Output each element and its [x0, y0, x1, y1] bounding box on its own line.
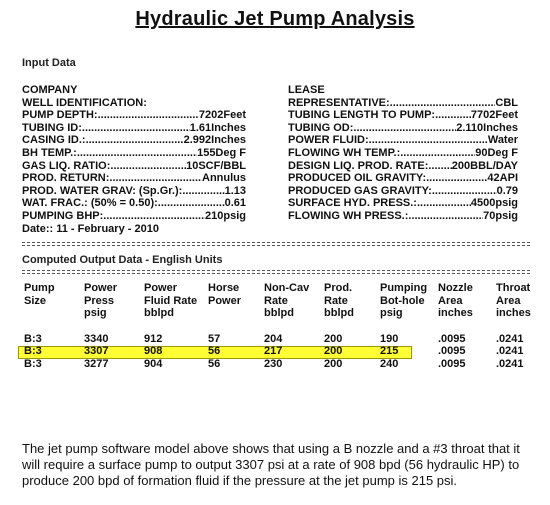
- input-row: TUBING OD: ..... 2.110Inches: [288, 122, 518, 135]
- table-row-highlighted: B:3 3307 908 56 217 200 215 .0095 .0241: [24, 345, 524, 357]
- output-table: [20, 282, 542, 370]
- column-header: Power Press psig: [84, 282, 118, 319]
- column-header: Power Fluid Rate bblpd: [144, 282, 198, 319]
- input-row: TUBING ID: ..... 1.61Inches: [22, 122, 246, 135]
- table-row: B:3 3277 904 56 230 200 240 .0095 .0241: [24, 357, 524, 370]
- input-row: PROD. WATER GRAV: (Sp.Gr.): ..... 1.13: [22, 185, 246, 198]
- input-row: DESIGN LIQ. PROD. RATE: ..... 200BBL/DAY: [288, 160, 518, 173]
- column-header: Pump Size: [24, 282, 55, 307]
- column-header: Pumping Bot-hole psig: [380, 282, 428, 319]
- input-row: FLOWING WH TEMP.: ..... 90Deg F: [288, 147, 518, 160]
- input-data-heading: Input Data: [22, 57, 76, 69]
- input-row: PRODUCED GAS GRAVITY: ..... 0.79: [288, 185, 518, 198]
- column-header: Non-Cav Rate bblpd: [264, 282, 310, 319]
- input-row: BH TEMP.: ..... 155Deg F: [22, 147, 246, 160]
- column-header: Throat Area inches: [496, 282, 531, 319]
- conclusion-paragraph: The jet pump software model above shows that using a B nozzle and a #3 throat that it will require a surface pump to output 3307 psi at a rate of 908 bpd (56 hydraulic HP) to produce 200 bpd of formation fluid if the pressure at the jet pump is 215 psi.: [22, 441, 520, 488]
- input-row: TUBING LENGTH TO PUMP: ..... 7702Feet: [288, 109, 518, 122]
- input-row: REPRESENTATIVE: ..... CBL: [288, 97, 518, 110]
- left-input-column: [22, 84, 246, 235]
- input-row: POWER FLUID: ..... Water: [288, 134, 518, 147]
- input-row: SURFACE HYD. PRESS.: ..... 4500psig: [288, 197, 518, 210]
- date-line: Date:: 11 - February - 2010: [22, 222, 159, 235]
- input-row: PROD. RETURN: ..... Annulus: [22, 172, 246, 185]
- input-row: PUMP DEPTH: ..... 7202Feet: [22, 109, 246, 122]
- input-row: WAT. FRAC.: (50% = 0.50): ..... 0.61: [22, 197, 246, 210]
- well-identification-label: WELL IDENTIFICATION:: [22, 96, 147, 109]
- column-header: Horse Power: [208, 282, 242, 307]
- input-row: FLOWING WH PRESS.: ..... 70psig: [288, 210, 518, 223]
- input-row: GAS LIQ. RATIO: ..... 10SCF/BBL: [22, 160, 246, 173]
- column-header: Prod. Rate bblpd: [324, 282, 354, 319]
- input-row: CASING ID.: ..... 2.992Inches: [22, 134, 246, 147]
- divider: [22, 270, 530, 274]
- company-label: COMPANY: [22, 84, 78, 96]
- lease-label: LEASE: [288, 84, 325, 96]
- column-header: Nozzle Area inches: [438, 282, 473, 319]
- page-title: Hydraulic Jet Pump Analysis: [135, 8, 415, 30]
- table-row: B:3 3340 912 57 204 200 190 .0095 .0241: [24, 332, 524, 345]
- input-row: PUMPING BHP: ..... 210psig: [22, 210, 246, 223]
- table-header-row: [20, 282, 542, 320]
- table-spacer: [20, 320, 542, 333]
- output-data-heading: Computed Output Data - English Units: [22, 254, 223, 266]
- divider: [22, 242, 530, 246]
- right-input-column: [288, 84, 518, 223]
- input-row: PRODUCED OIL GRAVITY: ..... 42API: [288, 172, 518, 185]
